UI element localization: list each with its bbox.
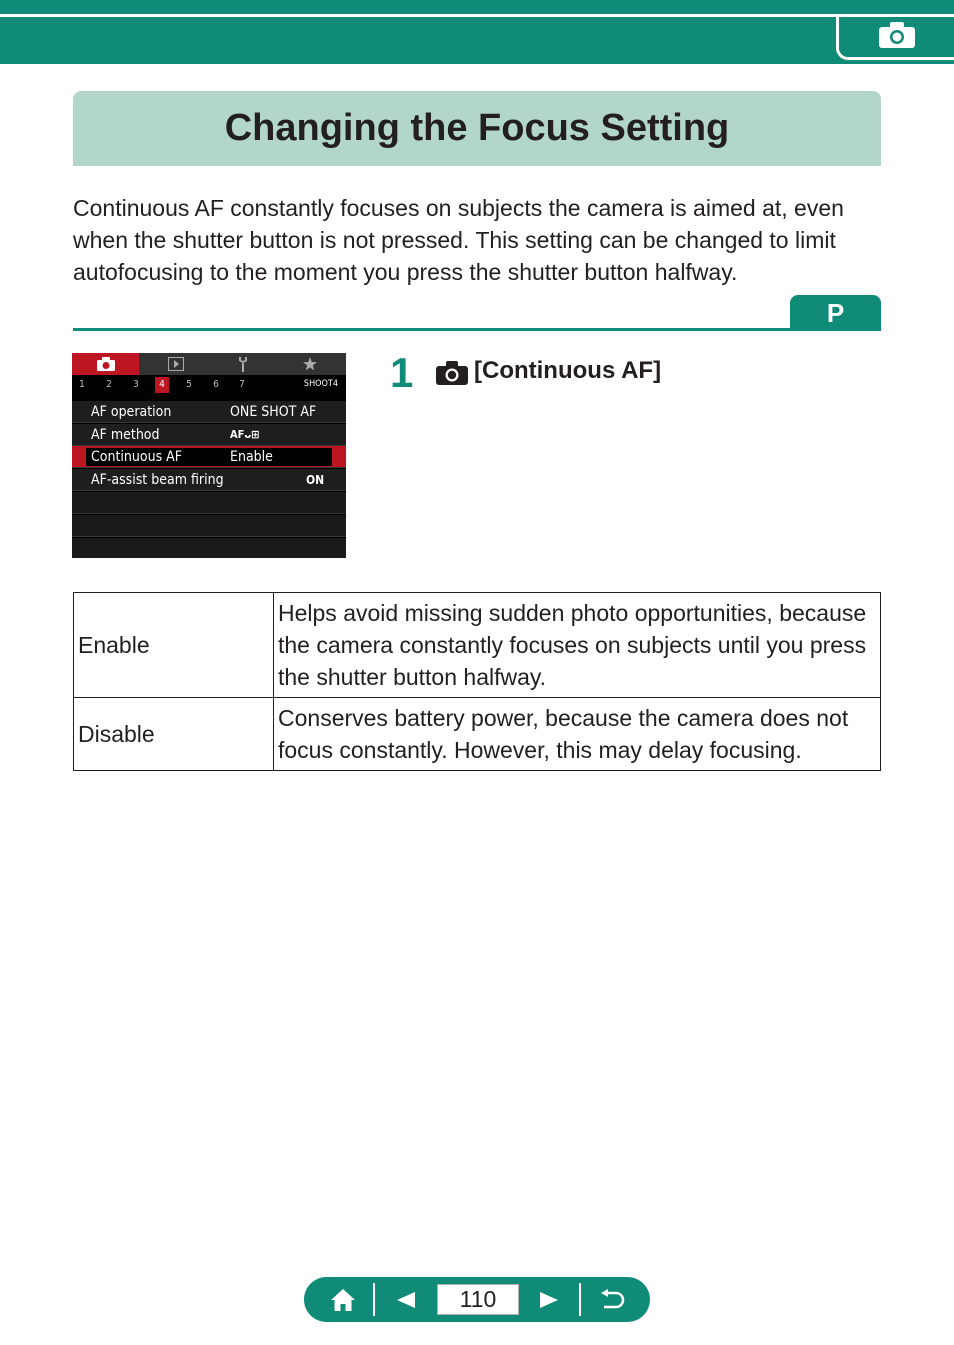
camera-icon (97, 357, 115, 371)
options-table (73, 592, 881, 771)
return-button[interactable] (592, 1277, 632, 1322)
top-bar (0, 0, 954, 64)
menu-row-af-method (72, 424, 346, 446)
menu-row-label: Continuous AF (91, 449, 182, 465)
mode-badge: P (790, 295, 881, 331)
option-name: Disable (74, 698, 274, 771)
page-number-active: 4 (155, 377, 169, 393)
page-number: 7 (239, 379, 245, 390)
menu-tab-shooting (72, 353, 139, 375)
next-page-button[interactable] (529, 1277, 569, 1322)
option-description: Helps avoid missing sudden photo opportunities, because the camera constantly focuses on subjects until you press the shutter button halfway. (274, 593, 881, 698)
wrench-icon (237, 357, 249, 372)
option-description: Conserves battery power, because the camera does not focus constantly. However, this may delay focusing. (274, 698, 881, 771)
menu-row-value: ONE SHOT AF (230, 404, 317, 420)
page-number-field[interactable]: 110 (437, 1284, 519, 1315)
camera-menu-screen (72, 353, 346, 558)
menu-page-numbers (72, 375, 346, 395)
step-instruction: [Continuous AF] (474, 357, 662, 384)
next-arrow-icon (539, 1291, 559, 1309)
page-number: 3 (133, 379, 139, 390)
menu-tab-playback (142, 353, 209, 375)
camera-menu-tabs (72, 353, 346, 375)
step-number: 1 (390, 349, 414, 396)
menu-row-label: AF operation (91, 404, 172, 420)
page-title-box (73, 91, 881, 166)
menu-row-value: ON (306, 473, 325, 487)
option-name: Enable (74, 593, 274, 698)
menu-tab-mymenu (276, 353, 343, 375)
bottom-navigation (304, 1277, 650, 1322)
menu-row-empty (72, 515, 346, 537)
menu-row-empty (72, 538, 346, 558)
page-number: 5 (186, 379, 192, 390)
nav-separator (579, 1283, 581, 1316)
top-bar-line (0, 14, 836, 17)
section-rule (73, 328, 881, 331)
page-number: 2 (106, 379, 112, 390)
page-number: 6 (213, 379, 219, 390)
table-row (74, 593, 881, 698)
return-icon (599, 1289, 625, 1311)
menu-row-value: AFᴗ⊞ (230, 428, 260, 441)
menu-row-continuous-af (72, 446, 346, 468)
shoot-label: SHOOT4 (303, 379, 338, 389)
prev-arrow-icon (396, 1291, 416, 1309)
playback-icon (168, 357, 184, 371)
camera-icon[interactable] (879, 22, 915, 48)
menu-tab-setup (209, 353, 276, 375)
table-row (74, 698, 881, 771)
nav-separator (373, 1283, 375, 1316)
menu-row-label: AF-assist beam firing (91, 472, 224, 488)
menu-row-label: AF method (91, 427, 160, 443)
page-number: 1 (79, 379, 85, 390)
menu-row-empty (72, 492, 346, 514)
star-icon (303, 357, 317, 371)
intro-paragraph: Continuous AF constantly focuses on subjects the camera is aimed at, even when the shutter button is not pressed. This setting can be changed to limit autofocusing to the moment you press the shutter button halfway. (73, 195, 844, 285)
page-title: Changing the Focus Setting (224, 107, 730, 149)
menu-row-af-assist (72, 469, 346, 491)
menu-row-value: Enable (230, 449, 273, 465)
home-button[interactable] (322, 1277, 364, 1322)
menu-row-af-operation (72, 401, 346, 423)
home-icon (330, 1288, 356, 1312)
camera-icon (436, 361, 468, 385)
prev-page-button[interactable] (386, 1277, 426, 1322)
